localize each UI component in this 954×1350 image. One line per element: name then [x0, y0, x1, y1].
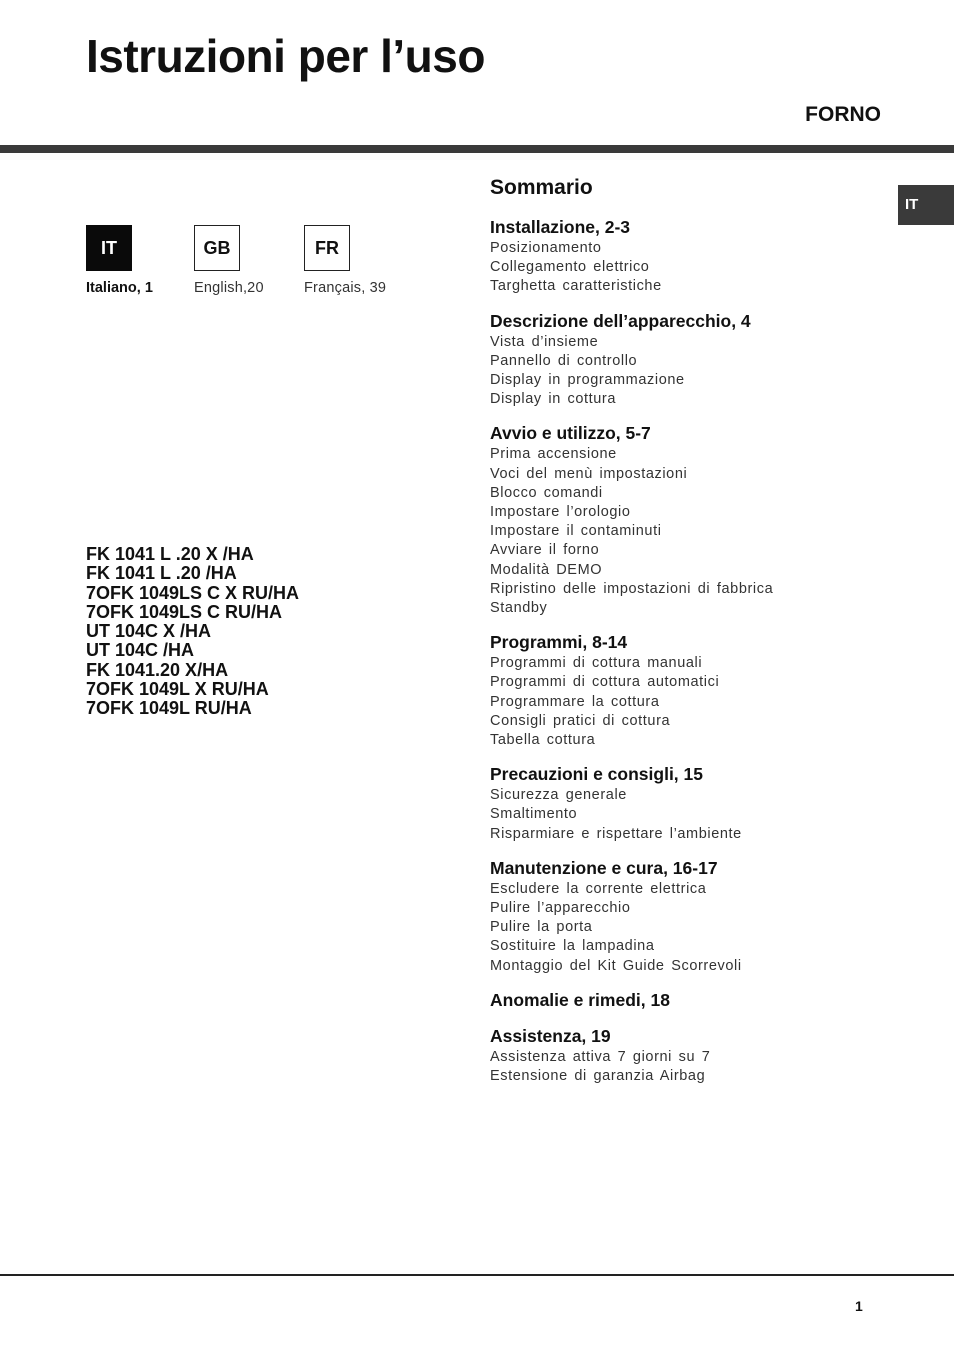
- language-link-italiano[interactable]: Italiano, 1: [86, 280, 153, 296]
- model-code: FK 1041 L .20 X /HA: [86, 544, 254, 564]
- toc-item[interactable]: Escludere la corrente elettrica: [490, 880, 707, 897]
- model-code: UT 104C X /HA: [86, 621, 212, 642]
- toc-item[interactable]: Sicurezza generale: [490, 787, 627, 804]
- toc-item-list: [490, 445, 890, 618]
- toc-section-descrizione: [490, 309, 890, 410]
- footer-divider: [0, 1274, 954, 1276]
- toc-item[interactable]: Pulire la porta: [490, 919, 593, 936]
- toc-section-title[interactable]: Assistenza, 19: [490, 1025, 611, 1046]
- toc-section-avvio: [490, 421, 890, 618]
- toc-item[interactable]: Standby: [490, 600, 548, 617]
- toc-item[interactable]: Impostare il contaminuti: [490, 523, 662, 540]
- header-divider: [0, 145, 954, 153]
- model-code: FK 1041.20 X/HA: [86, 659, 229, 680]
- toc-section-title[interactable]: Descrizione dell’apparecchio, 4: [490, 310, 751, 331]
- toc-item[interactable]: Smaltimento: [490, 806, 578, 823]
- language-link-francais[interactable]: Français, 39: [304, 280, 387, 296]
- language-button-fr[interactable]: FR: [304, 225, 350, 271]
- language-tab: IT: [898, 185, 954, 225]
- toc-item[interactable]: Montaggio del Kit Guide Scorrevoli: [490, 957, 742, 974]
- page-number: 1: [855, 1298, 863, 1314]
- language-button-gb[interactable]: GB: [194, 225, 240, 271]
- toc-item[interactable]: Pannello di controllo: [490, 352, 638, 369]
- toc-item[interactable]: Display in cottura: [490, 391, 617, 408]
- toc-item[interactable]: Display in programmazione: [490, 372, 685, 389]
- model-list: [86, 545, 299, 719]
- toc-item[interactable]: Avviare il forno: [490, 542, 600, 559]
- toc-heading: Sommario: [490, 176, 593, 199]
- toc-item[interactable]: Programmi di cottura automatici: [490, 674, 720, 691]
- toc-item-list: [490, 333, 890, 410]
- toc-item[interactable]: Blocco comandi: [490, 484, 603, 501]
- toc-item[interactable]: Vista d’insieme: [490, 333, 599, 350]
- toc-section-anomalie: [490, 988, 890, 1012]
- toc-section-manutenzione: [490, 856, 890, 976]
- toc-section-title[interactable]: Installazione, 2-3: [490, 217, 631, 237]
- toc-item[interactable]: Ripristino delle impostazioni di fabbrica: [490, 580, 774, 597]
- model-code: 7OFK 1049LS C X RU/HA: [86, 582, 300, 603]
- toc-section-title[interactable]: Avvio e utilizzo, 5-7: [490, 423, 651, 444]
- toc-item[interactable]: Programmare la cottura: [490, 693, 660, 710]
- model-code: FK 1041 L .20 /HA: [86, 563, 237, 584]
- toc-section-title[interactable]: Programmi, 8-14: [490, 632, 628, 653]
- model-code: 7OFK 1049LS C RU/HA: [86, 601, 283, 622]
- toc-item[interactable]: Sostituire la lampadina: [490, 938, 655, 955]
- toc-item[interactable]: Programmi di cottura manuali: [490, 655, 703, 672]
- toc-item-list: [490, 786, 890, 844]
- toc-item[interactable]: Consigli pratici di cottura: [490, 712, 671, 729]
- toc-item[interactable]: Risparmiare e rispettare l’ambiente: [490, 825, 742, 842]
- toc-item[interactable]: Posizionamento: [490, 240, 602, 256]
- toc-item[interactable]: Collegamento elettrico: [490, 259, 650, 276]
- toc-item-list: [490, 239, 890, 297]
- toc-item-list: [490, 654, 890, 750]
- toc-section-programmi: [490, 630, 890, 750]
- model-code: UT 104C /HA: [86, 640, 195, 661]
- toc-item[interactable]: Voci del menù impostazioni: [490, 465, 688, 482]
- toc-section-assistenza: [490, 1024, 890, 1086]
- model-code: 7OFK 1049L RU/HA: [86, 698, 252, 719]
- toc-section-title[interactable]: Precauzioni e consigli, 15: [490, 764, 703, 785]
- toc-item[interactable]: Prima accensione: [490, 446, 617, 463]
- page-title: Istruzioni per l’uso: [86, 30, 485, 82]
- product-name: FORNO: [805, 103, 881, 126]
- toc-item-list: [490, 880, 890, 976]
- model-code: 7OFK 1049L X RU/HA: [86, 679, 269, 700]
- table-of-contents: [490, 173, 890, 1086]
- toc-item[interactable]: Tabella cottura: [490, 732, 596, 749]
- toc-item[interactable]: Targhetta caratteristiche: [490, 278, 662, 295]
- toc-section-installazione: [490, 215, 890, 297]
- toc-item[interactable]: Assistenza attiva 7 giorni su 7: [490, 1048, 711, 1065]
- toc-section-precauzioni: [490, 762, 890, 844]
- toc-item[interactable]: Pulire l’apparecchio: [490, 900, 631, 917]
- toc-item[interactable]: Modalità DEMO: [490, 561, 603, 578]
- toc-section-title[interactable]: Anomalie e rimedi, 18: [490, 989, 670, 1010]
- toc-item-list: [490, 1048, 890, 1086]
- language-link-english[interactable]: English,20: [194, 280, 264, 296]
- toc-section-title[interactable]: Manutenzione e cura, 16-17: [490, 857, 718, 878]
- toc-item[interactable]: Estensione di garanzia Airbag: [490, 1068, 706, 1085]
- language-button-it[interactable]: IT: [86, 225, 132, 271]
- toc-item[interactable]: Impostare l’orologio: [490, 504, 631, 521]
